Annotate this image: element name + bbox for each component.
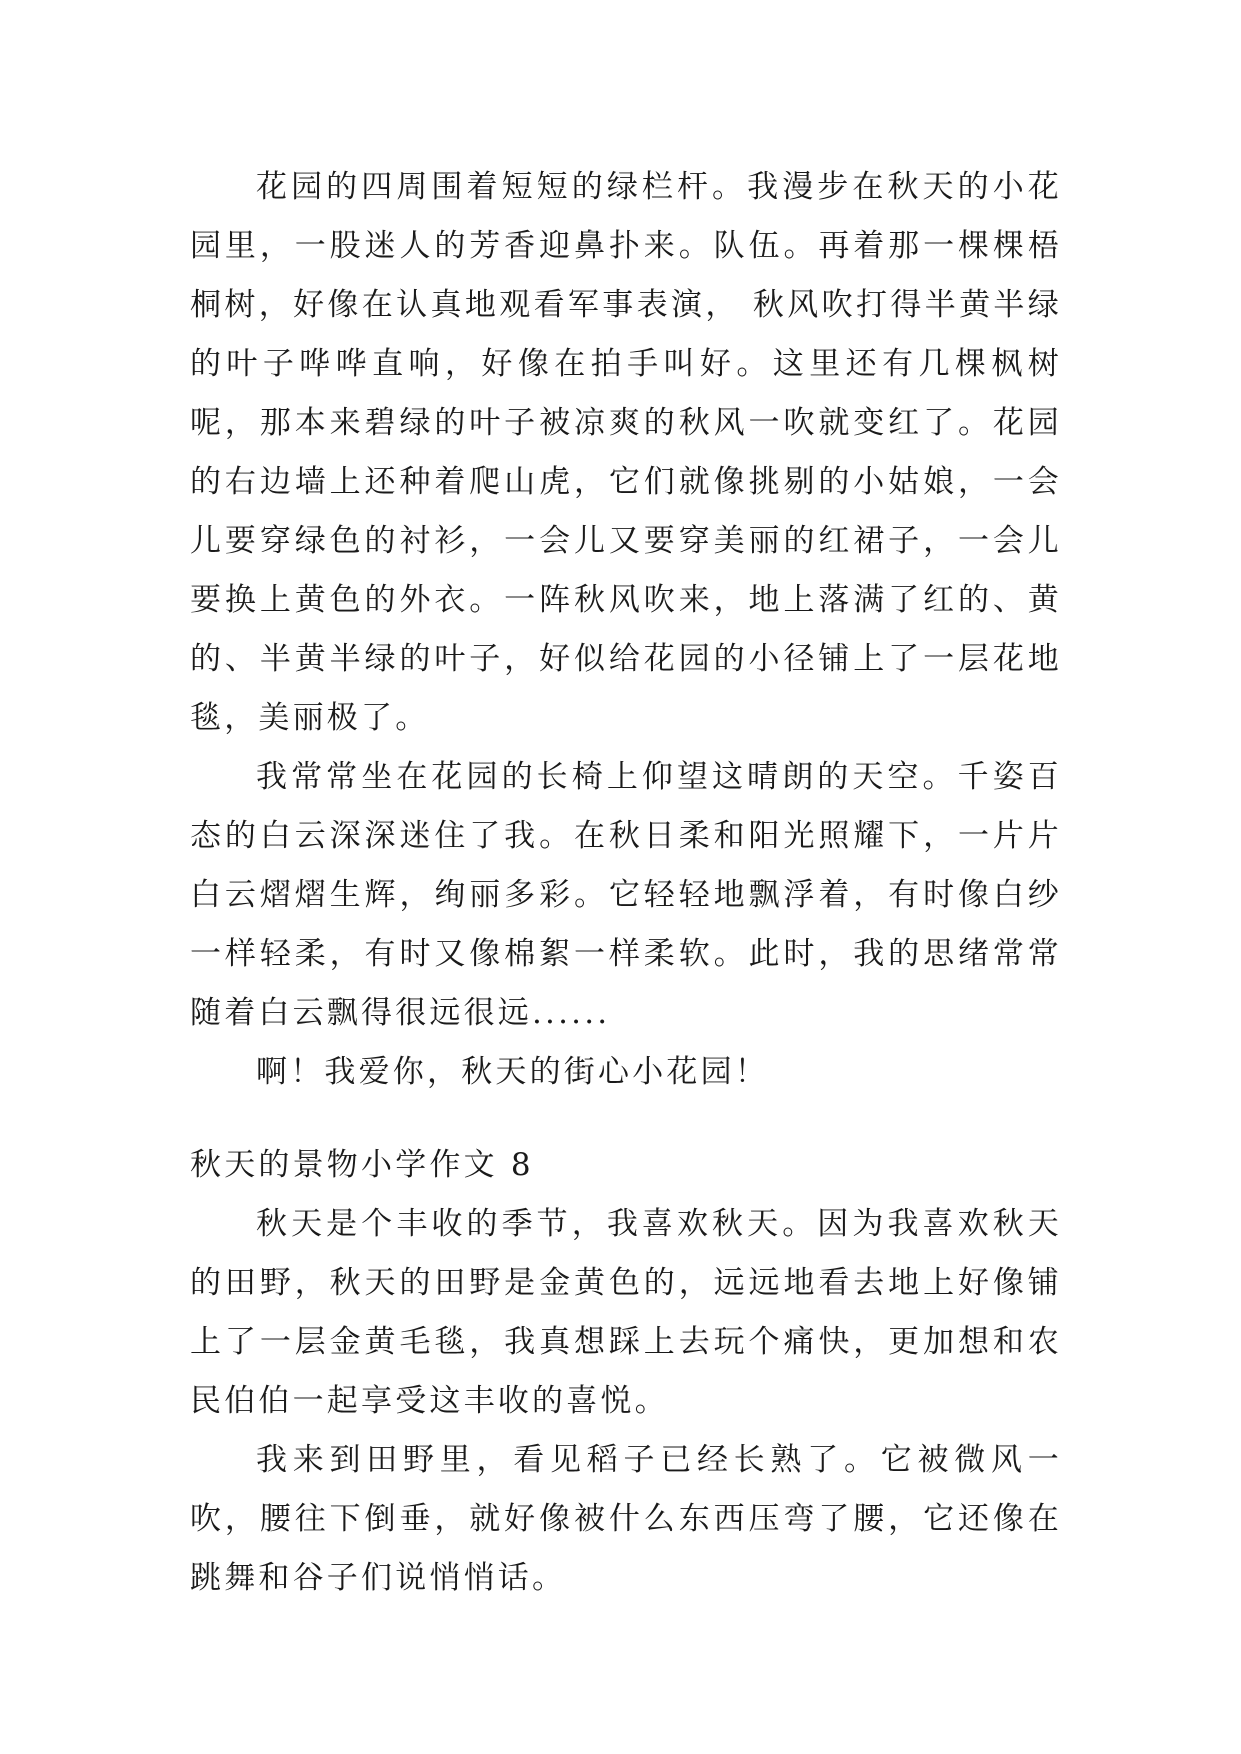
essay-heading: 秋天的景物小学作文 8 [190,1147,534,1183]
paragraph-harvest-season: 秋天是个丰收的季节，我喜欢秋天。因为我喜欢秋天的田野，秋天的田野是金黄色的，远远地看去地上好像铺上了一层金黄毛毯，我真想踩上去玩个痛快，更加想和农民伯伯一起享受这丰收的喜悦。 [190,1206,1062,1419]
paragraph-rice-field: 我来到田野里，看见稻子已经长熟了。它被微风一吹，腰往下倒垂，就好像被什么东西压弯了腰，它还像在跳舞和谷子们说悄悄话。 [190,1442,1062,1596]
paragraph-exclamation: 啊！我爱你，秋天的街心小花园！ [256,1054,769,1090]
paragraph-garden-description: 花园的四周围着短短的绿栏杆。我漫步在秋天的小花园里，一股迷人的芳香迎鼻扑来。队伍。再着那一棵棵梧桐树，好像在认真地观看军事表演， 秋风吹打得半黄半绿的叶子哗哗直响，好像在拍手叫好。这里还有几棵枫树呢，那本来碧绿的叶子被凉爽的秋风一吹就变红了。花园的右边墙上还种着爬山虎，它们就像挑剔的小姑娘，一会儿要穿绿色的衬衫，一会儿又要穿美丽的红裙子，一会儿要换上黄色的外衣。一阵秋风吹来，地上落满了红的、黄的、半黄半绿的叶子，好似给花园的小径铺上了一层花地毯，美丽极了。 [190,169,1062,736]
section-spacer [190,1102,1062,1136]
document-body [190,158,1062,1608]
paragraph-sky-clouds: 我常常坐在花园的长椅上仰望这晴朗的天空。千姿百态的白云深深迷住了我。在秋日柔和阳光照耀下，一片片白云熠熠生辉，绚丽多彩。它轻轻地飘浮着，有时像白纱一样轻柔，有时又像棉絮一样柔软。此时，我的思绪常常随着白云飘得很远很远...... [190,759,1062,1031]
